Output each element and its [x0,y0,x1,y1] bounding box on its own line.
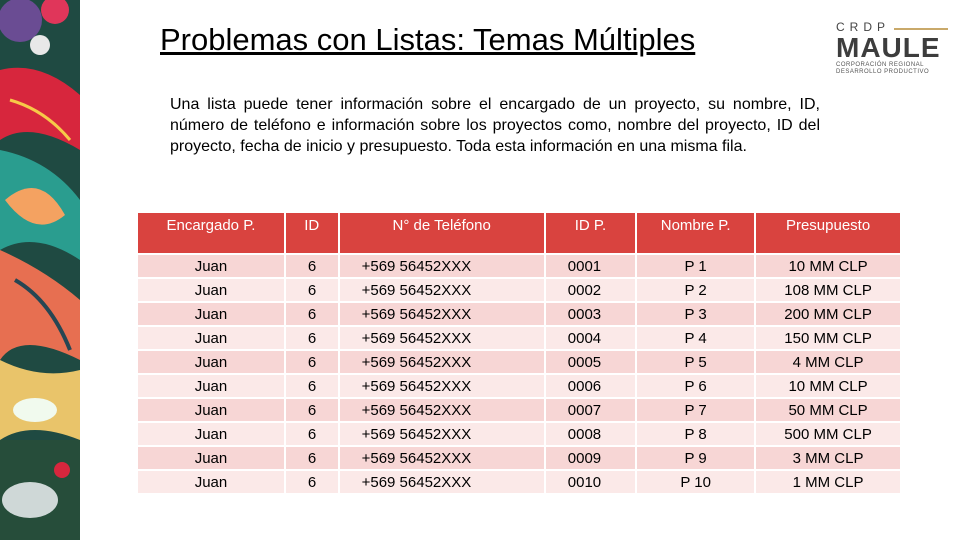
cell-presupuesto: 50 MM CLP [756,399,900,421]
cell-id: 6 [286,399,338,421]
cell-encargado: Juan [138,423,284,445]
cell-telefono: +569 56452XXX [340,399,544,421]
cell-nombre-proyecto: P 5 [637,351,754,373]
cell-encargado: Juan [138,471,284,493]
cell-nombre-proyecto: P 10 [637,471,754,493]
cell-id: 6 [286,279,338,301]
cell-nombre-proyecto: P 9 [637,447,754,469]
cell-id: 6 [286,255,338,277]
intro-paragraph: Una lista puede tener información sobre el encargado de un proyecto, su nombre, ID, número de teléfono e información sobre los proyectos como, nombre del proyecto, ID del proyecto, fecha de inicio y presupuesto. Toda esta información en una misma fila. [170,96,820,155]
cell-presupuesto: 200 MM CLP [756,303,900,325]
cell-id: 6 [286,447,338,469]
logo-subtext-2: DESARROLLO PRODUCTIVO [836,69,930,75]
crdp-maule-logo [836,20,952,76]
cell-presupuesto: 10 MM CLP [756,255,900,277]
cell-id-proyecto: 0005 [546,351,635,373]
header-nombre-proyecto: Nombre P. [637,213,754,253]
table-row [138,327,900,349]
cell-encargado: Juan [138,399,284,421]
cell-telefono: +569 56452XXX [340,279,544,301]
header-id-proyecto: ID P. [546,213,635,253]
cell-nombre-proyecto: P 6 [637,375,754,397]
cell-encargado: Juan [138,255,284,277]
header-presupuesto: Presupuesto [756,213,900,253]
logo-subtext-1: CORPORACIÓN REGIONAL [836,62,925,68]
cell-nombre-proyecto: P 7 [637,399,754,421]
cell-id-proyecto: 0009 [546,447,635,469]
cell-telefono: +569 56452XXX [340,471,544,493]
cell-id-proyecto: 0007 [546,399,635,421]
cell-telefono: +569 56452XXX [340,375,544,397]
table-row [138,447,900,469]
table-row [138,303,900,325]
table-row [138,375,900,397]
cell-presupuesto: 10 MM CLP [756,375,900,397]
table-row [138,471,900,493]
cell-nombre-proyecto: P 1 [637,255,754,277]
cell-encargado: Juan [138,279,284,301]
cell-telefono: +569 56452XXX [340,351,544,373]
table-row [138,399,900,421]
cell-id-proyecto: 0008 [546,423,635,445]
table-row [138,255,900,277]
cell-nombre-proyecto: P 4 [637,327,754,349]
cell-encargado: Juan [138,447,284,469]
projects-table [136,211,902,495]
cell-encargado: Juan [138,375,284,397]
cell-telefono: +569 56452XXX [340,303,544,325]
cell-presupuesto: 150 MM CLP [756,327,900,349]
cell-encargado: Juan [138,351,284,373]
cell-presupuesto: 3 MM CLP [756,447,900,469]
cell-telefono: +569 56452XXX [340,327,544,349]
cell-id: 6 [286,303,338,325]
logo-top-text: CRDP [836,20,891,34]
cell-id: 6 [286,471,338,493]
logo-divider [894,28,948,30]
header-telefono: N° de Teléfono [340,213,544,253]
cell-id: 6 [286,375,338,397]
cell-nombre-proyecto: P 3 [637,303,754,325]
cell-nombre-proyecto: P 2 [637,279,754,301]
table-body [138,255,900,493]
decorative-art-strip [0,0,80,540]
cell-id-proyecto: 0010 [546,471,635,493]
cell-telefono: +569 56452XXX [340,423,544,445]
cell-presupuesto: 1 MM CLP [756,471,900,493]
cell-id-proyecto: 0006 [546,375,635,397]
table-row [138,423,900,445]
header-id: ID [286,213,338,253]
cell-presupuesto: 4 MM CLP [756,351,900,373]
cell-encargado: Juan [138,303,284,325]
decorative-illustration [0,0,80,540]
cell-id-proyecto: 0003 [546,303,635,325]
cell-id-proyecto: 0004 [546,327,635,349]
logo-main-text: MAULE [836,32,941,63]
table-header-row [138,213,900,253]
cell-telefono: +569 56452XXX [340,447,544,469]
cell-id: 6 [286,351,338,373]
cell-id-proyecto: 0001 [546,255,635,277]
cell-presupuesto: 108 MM CLP [756,279,900,301]
table-row [138,279,900,301]
cell-presupuesto: 500 MM CLP [756,423,900,445]
cell-id-proyecto: 0002 [546,279,635,301]
cell-encargado: Juan [138,327,284,349]
cell-nombre-proyecto: P 8 [637,423,754,445]
header-encargado: Encargado P. [138,213,284,253]
page-title: Problemas con Listas: Temas Múltiples [160,22,696,57]
table-row [138,351,900,373]
cell-id: 6 [286,423,338,445]
cell-id: 6 [286,327,338,349]
cell-telefono: +569 56452XXX [340,255,544,277]
